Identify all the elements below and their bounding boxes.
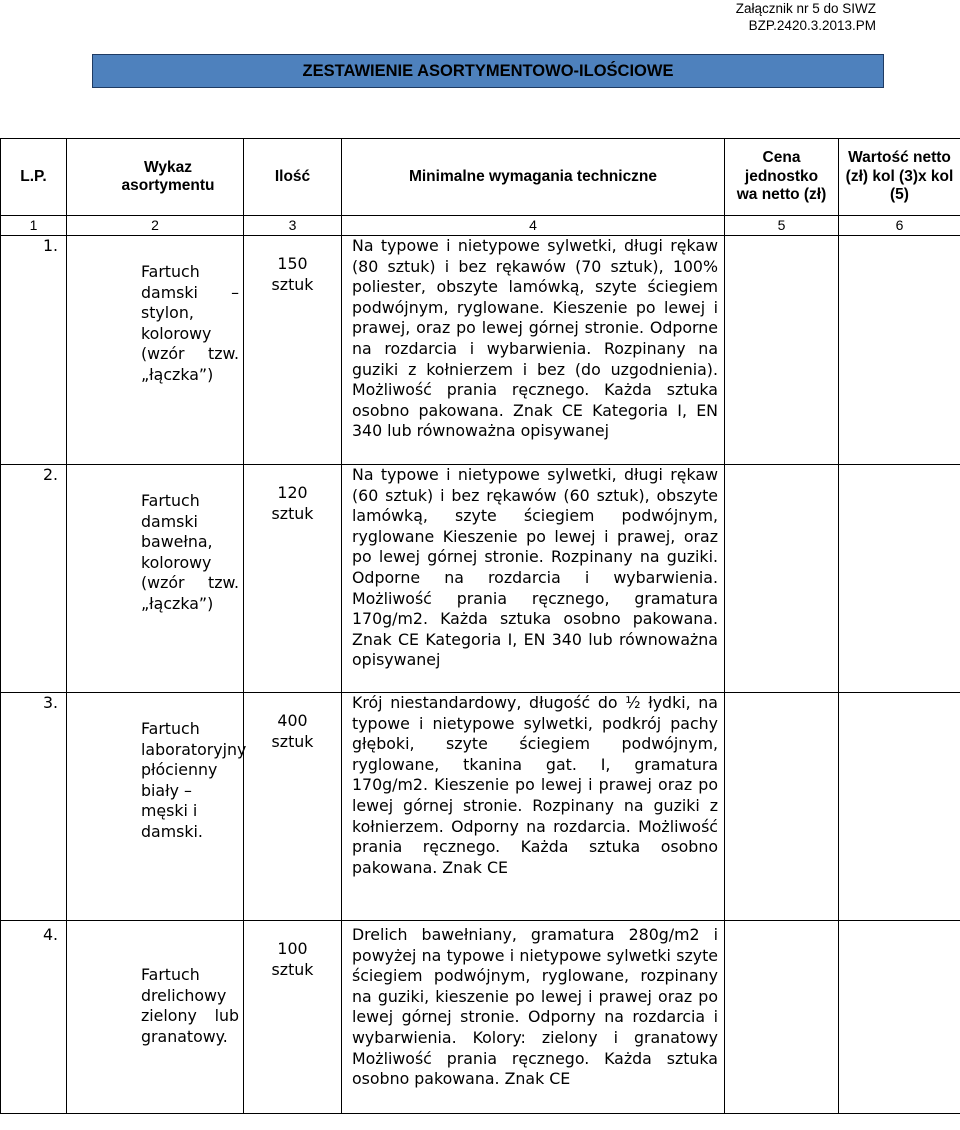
col-number: 3 [244,216,342,236]
col-header-price: Cena jednostko wa netto (zł) [725,139,839,216]
row-unit-price [725,465,839,693]
row-net-value [839,236,960,465]
assortment-table [0,138,960,1114]
annex-label: Załącznik nr 5 do SIWZ [735,1,876,16]
row-requirements: Na typowe i nietypowe sylwetki, długi rękaw (80 sztuk) i bez rękawów (70 sztuk), 100% poliester, obszyte lamówką, szyte ściegiem podwójnym, ryglowane. Kieszenie po lewej i prawej, oraz po lewej górnej stronie. Odporne na rozdarcia i wybarwienia. Rozpinany na guziki z kołnierzem i bez (do uzgodnienia). Możliwość prania ręcznego. Każda sztuka osobno pakowana. Znak CE Kategoria I, EN 340 lub równoważna opisywanej [342,236,725,465]
row-unit-price [725,236,839,465]
row-requirements: Krój niestandardowy, długość do ½ łydki, na typowe i nietypowe sylwetki, podkrój pachy głęboki, szyte ściegiem podwójnym, ryglowane, tkanina gat. I, gramatura 170g/m2. Kieszenie po lewej i prawej oraz po lewej górnej stronie. Rozpinany na guziki z kołnierzem. Odporny na rozdarcia. Możliwość prania ręcznego. Każda sztuka osobno pakowana. Znak CE [342,693,725,921]
qty-unit: sztuk [271,274,314,294]
reference-number: BZP.2420.3.2013.PM [748,18,876,33]
col-header-lp: L.P. [1,139,67,216]
row-net-value [839,693,960,921]
column-number-row [1,216,960,236]
col-number: 6 [839,216,960,236]
row-lp: 3. [1,693,67,921]
row-name: Fartuch laboratoryjny płócienny biały – męski i damski. [67,693,244,921]
row-requirements: Na typowe i nietypowe sylwetki, długi rękaw (60 sztuk) i bez rękawów (60 sztuk), obszyte lamówką, szyte ściegiem podwójnym, ryglowane Kieszenie po lewej i prawej, oraz po lewej górnej stronie. Rozpinany na guziki. Odporne na rozdarcia i wybarwienia. Możliwość prania ręcznego, gramatura 170g/m2. Każda sztuka osobno pakowana. Znak CE Kategoria I, EN 340 lub równoważna opisywanej [342,465,725,693]
qty-number: 100 [277,939,308,958]
qty-number: 150 [277,254,308,273]
qty-number: 120 [277,483,308,502]
row-lp: 2. [1,465,67,693]
qty-number: 400 [277,711,308,730]
row-net-value [839,921,960,1114]
table-row [1,921,960,1114]
table-row [1,693,960,921]
document-header [736,0,876,34]
row-unit-price [725,921,839,1114]
document-title: ZESTAWIENIE ASORTYMENTOWO-ILOŚCIOWE [302,61,674,80]
qty-unit: sztuk [271,959,314,979]
row-qty [244,465,342,693]
row-name: Fartuch damski bawełna, kolorowy (wzór tzw. „łączka”) [67,465,244,693]
row-qty [244,921,342,1114]
row-lp: 1. [1,236,67,465]
col-number: 2 [67,216,244,236]
row-qty [244,693,342,921]
row-name: Fartuch drelichowy zielony lub granatowy. [67,921,244,1114]
table-header-row [1,139,960,216]
table-row [1,236,960,465]
col-number: 5 [725,216,839,236]
col-header-req: Minimalne wymagania techniczne [342,139,725,216]
col-number: 4 [342,216,725,236]
col-header-name: Wykaz asortymentu [67,139,244,216]
row-unit-price [725,693,839,921]
col-number: 1 [1,216,67,236]
qty-unit: sztuk [271,503,314,523]
col-header-value: Wartość netto (zł) kol (3)x kol (5) [839,139,960,216]
row-name: Fartuch damski – stylon, kolorowy (wzór tzw. „łączka”) [67,236,244,465]
row-requirements: Drelich bawełniany, gramatura 280g/m2 i powyżej na typowe i nietypowe sylwetki szyte ściegiem podwójnym, ryglowane, rozpinany na guziki, kieszenie po lewej i prawej oraz po lewej górnej stronie. Odporny na rozdarcia i wybarwienia. Kolory: zielony i granatowy Możliwość prania ręcznego. Każda sztuka osobno pakowana. Znak CE [342,921,725,1114]
document-title-bar [92,54,884,88]
table-row [1,465,960,693]
row-net-value [839,465,960,693]
row-lp: 4. [1,921,67,1114]
qty-unit: sztuk [271,731,314,751]
col-header-qty: Ilość [244,139,342,216]
row-qty [244,236,342,465]
